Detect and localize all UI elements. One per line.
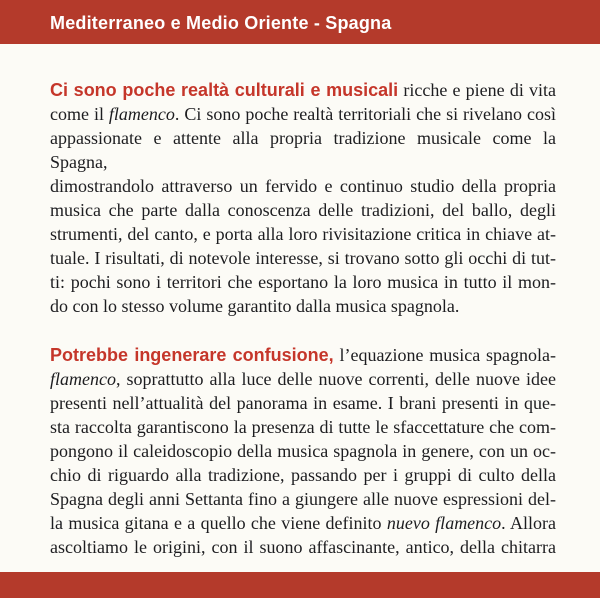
text-line: flamenco, soprattutto alla luce delle nuove correnti, delle nuove idee bbox=[50, 369, 556, 389]
text-line: tuale. I risultati, di notevole interesse, si trovano sotto gli occhi di tut- bbox=[50, 248, 556, 268]
text-line: appassionate e attente alla propria tradizione musicale come la Spagna, bbox=[50, 128, 556, 172]
text-line: sta raccolta garantiscono la presenza di tutte le sfaccettature che com- bbox=[50, 417, 556, 437]
text-line: do con lo stesso volume garantito dalla musica spagnola. bbox=[50, 296, 460, 316]
footer-bar bbox=[0, 572, 600, 598]
paragraph-lead-text: Potrebbe ingenerare confusione, bbox=[50, 345, 334, 365]
text-line: come il flamenco. Ci sono poche realtà territoriali che si rivelano così bbox=[50, 104, 556, 124]
paragraph-lead-text: Ci sono poche realtà culturali e musicali bbox=[50, 80, 399, 100]
paragraph bbox=[50, 78, 556, 318]
text-line: pongono il caleidoscopio della musica spagnola in genere, con un oc- bbox=[50, 441, 556, 461]
text-line: ti: pochi sono i territori che esportano la loro musica in tutto il mon- bbox=[50, 272, 556, 292]
text-line: ascoltiamo le origini, con il suono affascinante, antico, della chitarra bbox=[50, 537, 556, 557]
header-title: Mediterraneo e Medio Oriente - Spagna bbox=[50, 13, 392, 33]
text-line: Ci sono poche realtà culturali e musicali ricche e piene di vita bbox=[50, 80, 556, 100]
text-line: presenti nell’attualità del panorama in esame. I brani presenti in que- bbox=[50, 393, 556, 413]
text-line: strumenti, del canto, e porta alla loro rivisitazione critica in chiave at- bbox=[50, 224, 556, 244]
text-line: dimostrandolo attraverso un fervido e continuo studio della propria bbox=[50, 176, 556, 196]
text-line: Spagna degli anni Settanta fino a giungere alle nuove espressioni del- bbox=[50, 489, 556, 509]
text-line: Potrebbe ingenerare confusione, l’equazione musica spagnola- bbox=[50, 345, 556, 365]
article-text bbox=[50, 78, 556, 559]
text-line: la musica gitana e a quello che viene definito nuevo flamenco. Allora bbox=[50, 513, 556, 533]
text-line: chio di riguardo alla tradizione, passando per i gruppi di culto della bbox=[50, 465, 556, 485]
header-bar bbox=[0, 0, 600, 44]
text-line: musica che parte dalla conoscenza delle tradizioni, del ballo, degli bbox=[50, 200, 556, 220]
paragraph bbox=[50, 343, 556, 559]
